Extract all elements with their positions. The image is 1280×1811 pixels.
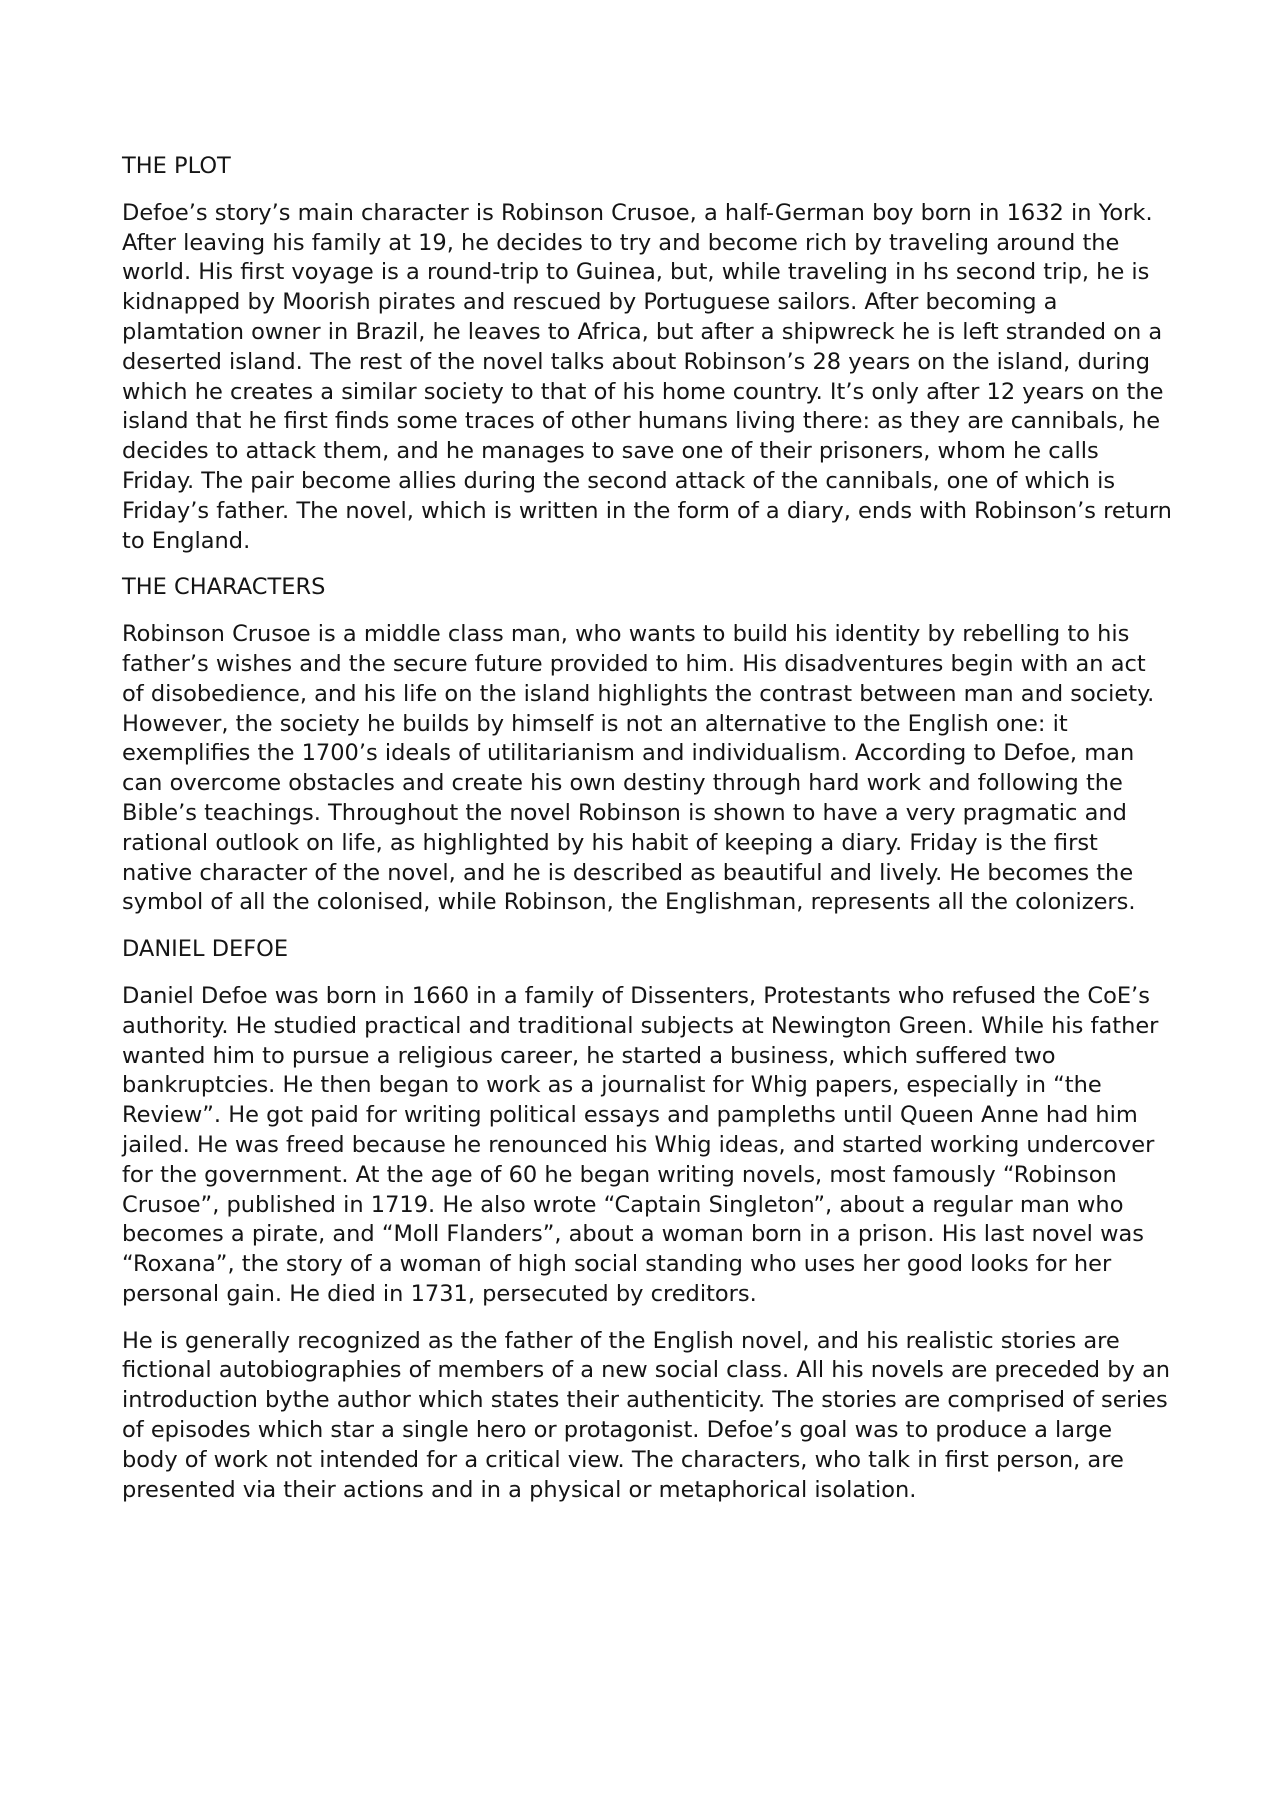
section-characters	[122, 573, 1172, 918]
section-heading: THE CHARACTERS	[122, 574, 326, 601]
section-plot	[122, 152, 1172, 556]
paragraph: Daniel Defoe was born in 1660 in a family of Dissenters, Protestants who refused the CoE’s authority. He studied practical and traditional subjects at Newington Green. While his father wanted him to pursue a religious career, he started a business, which suffered two bankruptcies. He then began to work as a journalist for Whig papers, especially in “the Review”. He got paid for writing political essays and pampleths until Queen Anne had him jailed. He was freed because he renounced his Whig ideas, and started working undercover for the government. At the age of 60 he began writing novels, most famously “Robinson Crusoe”, published in 1719. He also wrote “Captain Singleton”, about a regular man who becomes a pirate, and “Moll Flanders”, about a woman born in a prison. His last novel was “Roxana”, the story of a woman of high social standing who uses her good looks for her personal gain. He died in 1731, persecuted by creditors.	[122, 982, 1159, 1307]
paragraph: Robinson Crusoe is a middle class man, who wants to build his identity by rebelling to his father’s wishes and the secure future provided to him. His disadventures begin with an act of disobedience, and his life on the island highlights the contrast between man and society. However, the society he builds by himself is not an alternative to the English one: it exemplifies the 1700’s ideals of utilitarianism and individualism. According to Defoe, man can overcome obstacles and create his own destiny through hard work and following the Bible’s teachings. Throughout the novel Robinson is shown to have a very pragmatic and rational outlook on life, as highlighted by his habit of keeping a diary. Friday is the first native character of the novel, and he is described as beautiful and lively. He becomes the symbol of all the colonised, while Robinson, the Englishman, represents all the colonizers.	[122, 621, 1155, 916]
document-page	[122, 152, 1172, 1522]
paragraph: He is generally recognized as the father of the English novel, and his realistic stories are fictional autobiographies of members of a new social class. All his novels are preceded by an introduction bythe author which states their authenticity. The stories are comprised of series of episodes which star a single hero or protagonist. Defoe’s goal was to produce a large body of work not intended for a critical view. The characters, who talk in first person, are presented via their actions and in a physical or metaphorical isolation.	[122, 1327, 1170, 1503]
section-daniel-defoe	[122, 935, 1172, 1505]
section-heading: DANIEL DEFOE	[122, 936, 289, 963]
section-heading: THE PLOT	[122, 153, 231, 179]
paragraph: Defoe’s story’s main character is Robinson Crusoe, a half-German boy born in 1632 in York. After leaving his family at 19, he decides to try and become rich by traveling around the world. His first voyage is a round-trip to Guinea, but, while traveling in hs second trip, he is kidnapped by Moorish pirates and rescued by Portuguese sailors. After becoming a plamtation owner in Brazil, he leaves to Africa, but after a shipwreck he is left stranded on a deserted island. The rest of the novel talks about Robinson’s 28 years on the island, during which he creates a similar society to that of his home country. It’s only after 12 years on the island that he first finds some traces of other humans living there: as they are cannibals, he decides to attack them, and he manages to save one of their prisoners, whom he calls Friday. The pair become allies during the second attack of the cannibals, one of which is Friday’s father. The novel, which is written in the form of a diary, ends with Robinson’s return to England.	[122, 199, 1172, 554]
